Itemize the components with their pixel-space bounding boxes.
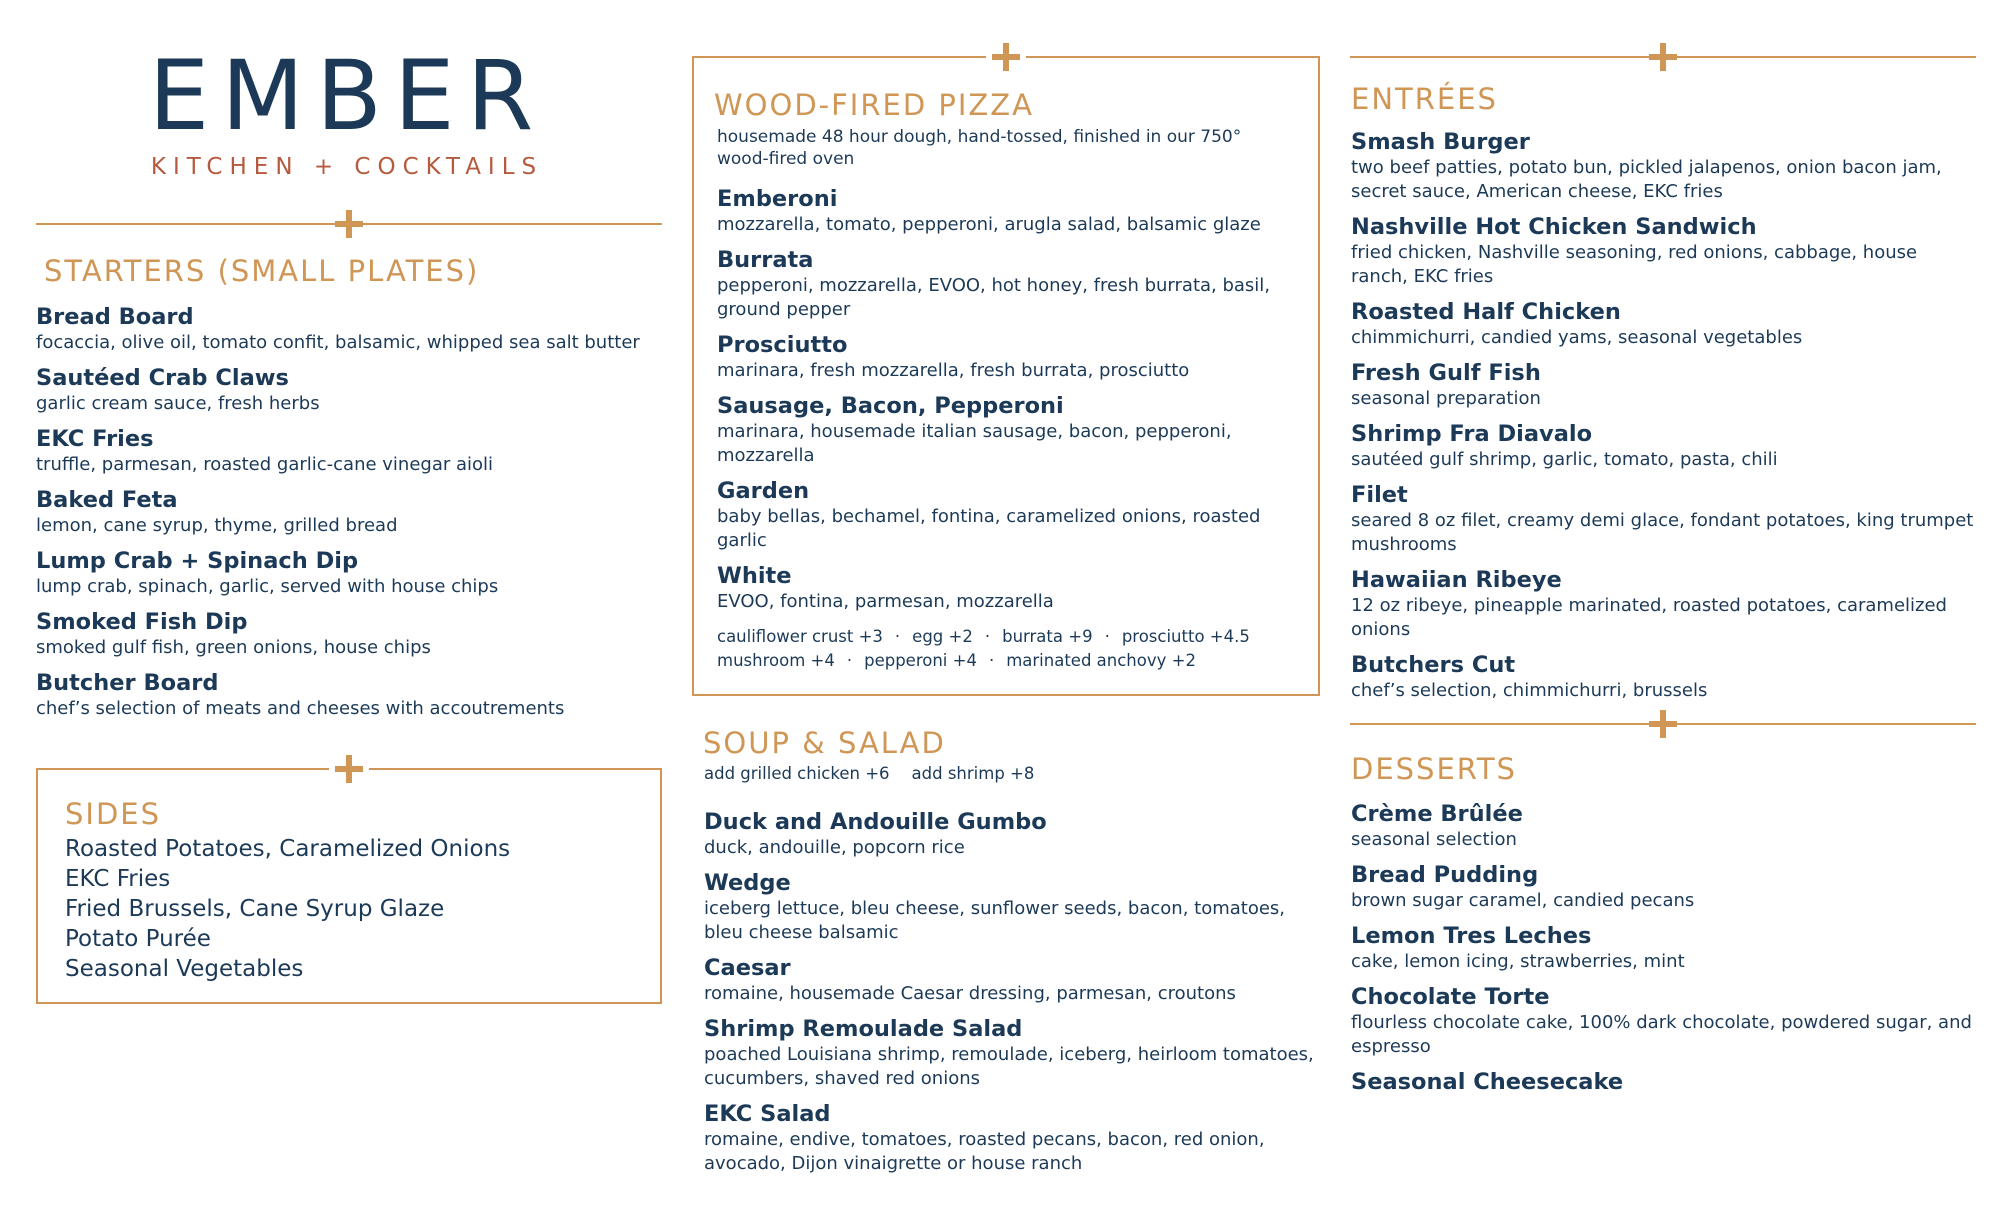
menu-item-name: Chocolate Torte bbox=[1351, 984, 1550, 1010]
menu-item-description: EVOO, fontina, parmesan, mozzarella bbox=[717, 591, 1054, 612]
menu-item-name: Hawaiian Ribeye bbox=[1351, 567, 1562, 593]
soup-salad-list bbox=[704, 808, 1316, 1185]
menu-item bbox=[1351, 420, 1976, 472]
menu-item-name: Prosciutto bbox=[717, 332, 848, 358]
menu-item-description: pepperoni, mozzarella, EVOO, hot honey, fresh burrata, basil, ground pepper bbox=[717, 275, 1271, 320]
menu-item-name: Filet bbox=[1351, 482, 1408, 508]
menu-item-name: Lump Crab + Spinach Dip bbox=[36, 548, 359, 574]
menu-item-name: Smash Burger bbox=[1351, 129, 1530, 155]
menu-item bbox=[1351, 983, 1976, 1059]
menu-item-description: chef’s selection of meats and cheeses with accoutrements bbox=[36, 698, 565, 719]
menu-item-description: marinara, fresh mozzarella, fresh burrata, prosciutto bbox=[717, 360, 1190, 381]
menu-item-description: seasonal preparation bbox=[1351, 388, 1541, 409]
separator-dot-icon: · bbox=[846, 651, 853, 670]
menu-item bbox=[717, 562, 1307, 614]
menu-item-description: garlic cream sauce, fresh herbs bbox=[36, 393, 320, 414]
menu-item-name: White bbox=[717, 563, 792, 589]
menu-item-description: focaccia, olive oil, tomato confit, balsamic, whipped sea salt butter bbox=[36, 332, 640, 353]
menu-item-name: Bread Board bbox=[36, 304, 194, 330]
menu-item-name: Sausage, Bacon, Pepperoni bbox=[717, 393, 1064, 419]
menu-item-name: Fresh Gulf Fish bbox=[1351, 360, 1541, 386]
starters-heading: STARTERS (SMALL PLATES) bbox=[44, 254, 480, 288]
soup-salad-addons bbox=[704, 762, 1304, 786]
menu-item-name: EKC Salad bbox=[704, 1101, 831, 1127]
plus-ornament-icon bbox=[335, 210, 363, 238]
menu-item bbox=[1351, 298, 1976, 350]
logo bbox=[36, 40, 662, 180]
plus-ornament-icon bbox=[1649, 43, 1677, 71]
starters-list bbox=[36, 303, 662, 730]
menu-item-name: Garden bbox=[717, 478, 810, 504]
pizza-addons-row bbox=[717, 625, 1307, 649]
menu-item-name: Shrimp Remoulade Salad bbox=[704, 1016, 1023, 1042]
menu-item bbox=[36, 547, 662, 599]
logo-name: EMBER bbox=[148, 40, 546, 152]
menu-item bbox=[1351, 1068, 1976, 1096]
menu-item-description: romaine, endive, tomatoes, roasted pecans, bacon, red onion, avocado, Dijon vinaigrette or house ranch bbox=[704, 1129, 1265, 1174]
menu-item-description: duck, andouille, popcorn rice bbox=[704, 837, 965, 858]
entrees-heading: ENTRÉES bbox=[1351, 82, 1498, 116]
pizza-addons bbox=[717, 625, 1307, 673]
menu-item-description: cake, lemon icing, strawberries, mint bbox=[1351, 951, 1685, 972]
menu-item-name: Crème Brûlée bbox=[1351, 801, 1523, 827]
menu-item bbox=[1351, 651, 1976, 703]
menu-item-description: lump crab, spinach, garlic, served with house chips bbox=[36, 576, 499, 597]
menu-item-description: flourless chocolate cake, 100% dark chocolate, powdered sugar, and espresso bbox=[1351, 1012, 1972, 1057]
menu-item-name: Sautéed Crab Claws bbox=[36, 365, 289, 391]
addon-option: cauliflower crust +3 bbox=[717, 627, 883, 646]
divider-entrees bbox=[1350, 43, 1976, 71]
menu-item-name: EKC Fries bbox=[36, 426, 154, 452]
menu-item-description: chimmichurri, candied yams, seasonal vegetables bbox=[1351, 327, 1803, 348]
menu-item-name: Emberoni bbox=[717, 186, 838, 212]
menu-item-description: marinara, housemade italian sausage, bacon, pepperoni, mozzarella bbox=[717, 421, 1232, 466]
menu-item-name: Caesar bbox=[704, 955, 791, 981]
menu-item-name: Nashville Hot Chicken Sandwich bbox=[1351, 214, 1757, 240]
menu-item-description: romaine, housemade Caesar dressing, parmesan, croutons bbox=[704, 983, 1236, 1004]
sides-heading: SIDES bbox=[65, 797, 162, 831]
pizza-heading: WOOD-FIRED PIZZA bbox=[714, 88, 1034, 122]
logo-tagline: KITCHEN + COCKTAILS bbox=[150, 154, 544, 180]
menu-item bbox=[704, 808, 1316, 860]
menu-item-name: Butchers Cut bbox=[1351, 652, 1516, 678]
menu-item-name: Baked Feta bbox=[36, 487, 178, 513]
menu-item-description: seasonal selection bbox=[1351, 829, 1517, 850]
addon-option: egg +2 bbox=[912, 627, 973, 646]
plus-ornament-icon bbox=[1649, 710, 1677, 738]
menu-item-name: Butcher Board bbox=[36, 670, 219, 696]
addon-option: mushroom +4 bbox=[717, 651, 835, 670]
menu-item-description: poached Louisiana shrimp, remoulade, iceberg, heirloom tomatoes, cucumbers, shaved red onions bbox=[704, 1044, 1314, 1089]
addon-option: prosciutto +4.5 bbox=[1121, 627, 1250, 646]
divider-desserts bbox=[1350, 710, 1976, 738]
menu-item bbox=[36, 364, 662, 416]
addon-option: add grilled chicken +6 bbox=[704, 764, 890, 783]
sides-list bbox=[65, 834, 645, 984]
addon-option: burrata +9 bbox=[1002, 627, 1093, 646]
menu-item-name: Shrimp Fra Diavalo bbox=[1351, 421, 1593, 447]
menu-item bbox=[717, 185, 1307, 237]
separator-dot-icon: · bbox=[1104, 627, 1110, 646]
separator-dot-icon: · bbox=[988, 651, 995, 670]
side-item: Roasted Potatoes, Caramelized Onions bbox=[65, 836, 511, 862]
menu-item bbox=[36, 669, 662, 721]
menu-item-description: lemon, cane syrup, thyme, grilled bread bbox=[36, 515, 398, 536]
menu-item bbox=[704, 869, 1316, 945]
menu-item bbox=[1351, 359, 1976, 411]
menu-item bbox=[36, 486, 662, 538]
separator-dot-icon: · bbox=[894, 627, 901, 646]
menu-item bbox=[1351, 128, 1976, 204]
menu-item-description: smoked gulf fish, green onions, house chips bbox=[36, 637, 431, 658]
menu-item-name: Lemon Tres Leches bbox=[1351, 923, 1592, 949]
menu-item bbox=[704, 1015, 1316, 1091]
menu-item-description: iceberg lettuce, bleu cheese, sunflower seeds, bacon, tomatoes, bleu cheese balsamic bbox=[704, 898, 1286, 943]
addon-option: marinated anchovy +2 bbox=[1006, 651, 1196, 670]
menu-item-description: brown sugar caramel, candied pecans bbox=[1351, 890, 1695, 911]
desserts-heading: DESSERTS bbox=[1351, 752, 1517, 786]
divider-starters bbox=[36, 210, 662, 238]
entrees-list bbox=[1351, 128, 1976, 712]
soup-salad-heading: SOUP & SALAD bbox=[703, 726, 946, 760]
menu-item bbox=[717, 392, 1307, 468]
menu-item bbox=[717, 331, 1307, 383]
pizza-intro: housemade 48 hour dough, hand-tossed, finished in our 750° wood-fired oven bbox=[717, 127, 1242, 169]
plus-ornament-icon bbox=[335, 755, 363, 783]
menu-item-description: chef’s selection, chimmichurri, brussels bbox=[1351, 680, 1708, 701]
menu-item bbox=[1351, 213, 1976, 289]
menu-item-name: Bread Pudding bbox=[1351, 862, 1539, 888]
menu-item-name: Wedge bbox=[704, 870, 791, 896]
menu-item-description: truffle, parmesan, roasted garlic-cane vinegar aioli bbox=[36, 454, 494, 475]
menu-item-name: Duck and Andouille Gumbo bbox=[704, 809, 1047, 835]
addon-option: pepperoni +4 bbox=[864, 651, 977, 670]
menu-item bbox=[704, 1100, 1316, 1176]
menu-item bbox=[1351, 566, 1976, 642]
menu-item bbox=[704, 954, 1316, 1006]
menu-item-name: Seasonal Cheesecake bbox=[1351, 1069, 1624, 1095]
menu-item-description: seared 8 oz filet, creamy demi glace, fondant potatoes, king trumpet mushrooms bbox=[1351, 510, 1974, 555]
menu-item bbox=[1351, 922, 1976, 974]
pizza-addons-row bbox=[717, 649, 1307, 673]
menu-item bbox=[36, 608, 662, 660]
menu-item-description: mozzarella, tomato, pepperoni, arugla salad, balsamic glaze bbox=[717, 214, 1261, 235]
menu-item bbox=[717, 477, 1307, 553]
menu-item-description: baby bellas, bechamel, fontina, caramelized onions, roasted garlic bbox=[717, 506, 1261, 551]
menu-item-name: Smoked Fish Dip bbox=[36, 609, 248, 635]
menu-item bbox=[1351, 800, 1976, 852]
side-item: Potato Purée bbox=[65, 926, 211, 952]
desserts-list bbox=[1351, 800, 1976, 1105]
menu-item bbox=[717, 246, 1307, 322]
plus-ornament-icon bbox=[992, 43, 1020, 71]
soup-salad-addons-row bbox=[704, 762, 1304, 786]
menu-item-name: Roasted Half Chicken bbox=[1351, 299, 1621, 325]
side-item: EKC Fries bbox=[65, 866, 171, 892]
menu-item bbox=[36, 303, 662, 355]
menu-item-description: fried chicken, Nashville seasoning, red onions, cabbage, house ranch, EKC fries bbox=[1351, 242, 1918, 287]
side-item: Seasonal Vegetables bbox=[65, 956, 304, 982]
side-item: Fried Brussels, Cane Syrup Glaze bbox=[65, 896, 445, 922]
separator-dot-icon: · bbox=[984, 627, 991, 646]
menu-item-description: two beef patties, potato bun, pickled jalapenos, onion bacon jam, secret sauce, American cheese, EKC fries bbox=[1351, 157, 1942, 202]
menu-item bbox=[1351, 481, 1976, 557]
addon-option: add shrimp +8 bbox=[911, 764, 1035, 783]
menu-item bbox=[1351, 861, 1976, 913]
menu-item-description: sautéed gulf shrimp, garlic, tomato, pasta, chili bbox=[1351, 449, 1778, 470]
menu-item-description: 12 oz ribeye, pineapple marinated, roasted potatoes, caramelized onions bbox=[1351, 595, 1947, 640]
menu-item-name: Burrata bbox=[717, 247, 814, 273]
menu-item bbox=[36, 425, 662, 477]
pizza-list bbox=[717, 185, 1307, 623]
